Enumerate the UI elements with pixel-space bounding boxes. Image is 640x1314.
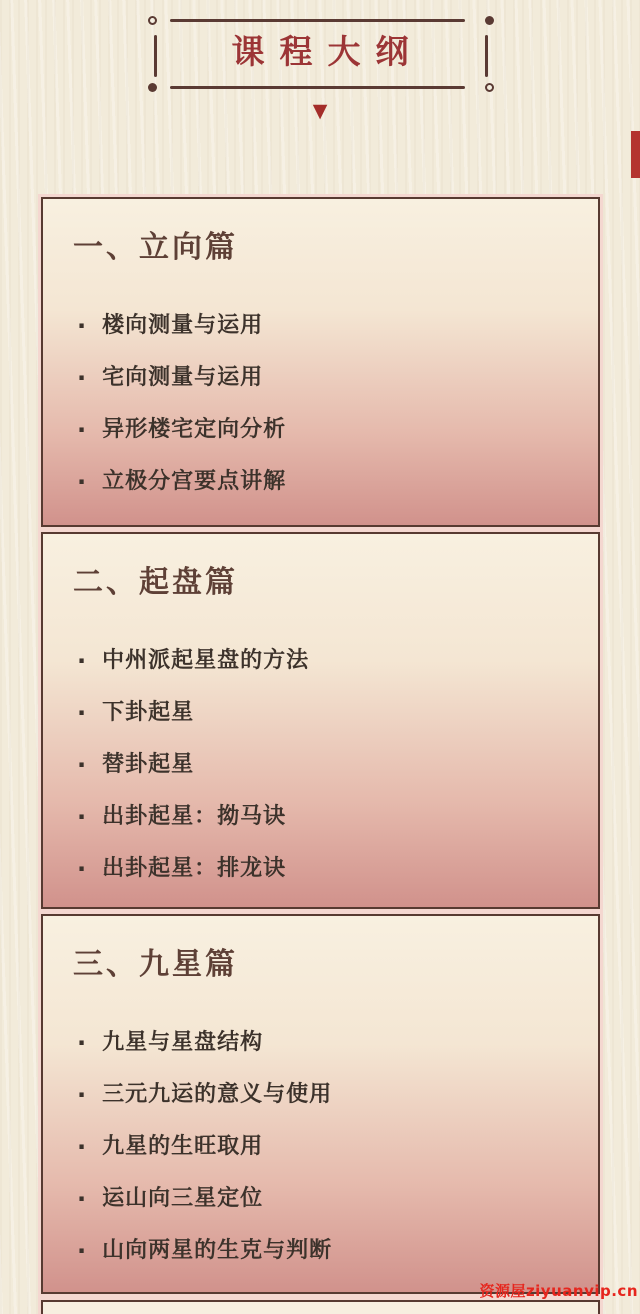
course-item: [77, 1030, 578, 1056]
filled-dot-icon: [485, 16, 494, 25]
section-card: [41, 914, 600, 1294]
header-frame: [145, 14, 495, 92]
bullet-icon: ·: [77, 1029, 88, 1057]
course-item: [77, 804, 578, 830]
next-section-stub: [41, 1300, 600, 1314]
bullet-icon: ·: [77, 1133, 88, 1161]
hollow-dot-icon: [148, 16, 157, 25]
course-item-label: 山向两星的生克与判断: [102, 1238, 333, 1263]
course-item-label: 出卦起星：拗马诀: [102, 804, 287, 829]
hollow-dot-icon: [485, 83, 494, 92]
course-item: [77, 365, 578, 391]
bullet-icon: ·: [77, 699, 88, 727]
bullet-icon: ·: [77, 751, 88, 779]
filled-dot-icon: [148, 83, 157, 92]
section-card: [41, 532, 600, 909]
course-item-label: 九星的生旺取用: [102, 1134, 264, 1159]
bullet-icon: ·: [77, 364, 88, 392]
course-item-label: 下卦起星: [102, 700, 195, 725]
course-item: [77, 648, 578, 674]
course-item-label: 替卦起星: [102, 752, 195, 777]
watermark: 资源屋ziyuanvip.cn: [479, 1282, 638, 1300]
section-title: 二、起盘篇: [73, 565, 238, 600]
bullet-icon: ·: [77, 855, 88, 883]
bullet-icon: ·: [77, 1185, 88, 1213]
right-vertical-bar: [485, 35, 488, 77]
bullet-icon: ·: [77, 312, 88, 340]
course-item-label: 九星与星盘结构: [102, 1030, 264, 1055]
course-item: [77, 1082, 578, 1108]
section-title: 三、九星篇: [73, 947, 238, 982]
sections-list: [41, 197, 600, 1314]
course-item-label: 出卦起星：排龙诀: [102, 856, 287, 881]
header-bottom-rule: [170, 86, 465, 89]
header-top-rule: [170, 19, 465, 22]
course-item-label: 异形楼宅定向分析: [102, 417, 287, 442]
bullet-icon: ·: [77, 647, 88, 675]
bullet-icon: ·: [77, 1081, 88, 1109]
section-items: [73, 1030, 578, 1264]
section-items: [73, 313, 578, 495]
bullet-icon: ·: [77, 468, 88, 496]
course-item-label: 立极分宫要点讲解: [102, 469, 287, 494]
bullet-icon: ·: [77, 416, 88, 444]
course-item: [77, 1186, 578, 1212]
course-item-label: 楼向测量与运用: [102, 313, 264, 338]
course-item: [77, 1134, 578, 1160]
course-item-label: 运山向三星定位: [102, 1186, 264, 1211]
course-item: [77, 417, 578, 443]
bullet-icon: ·: [77, 1237, 88, 1265]
section-card: [41, 197, 600, 527]
red-edge-bar: [631, 131, 640, 178]
section-items: [73, 648, 578, 882]
course-item: [77, 1238, 578, 1264]
page-title: 课程大纲: [231, 32, 424, 71]
course-item: [77, 700, 578, 726]
course-item: [77, 752, 578, 778]
course-item-label: 三元九运的意义与使用: [102, 1082, 333, 1107]
course-item: [77, 469, 578, 495]
course-item-label: 宅向测量与运用: [102, 365, 264, 390]
course-item: [77, 856, 578, 882]
section-title: 一、立向篇: [73, 230, 238, 265]
course-item-label: 中州派起星盘的方法: [102, 648, 310, 673]
course-outline-poster: [0, 14, 640, 1300]
course-item: [77, 313, 578, 339]
bullet-icon: ·: [77, 803, 88, 831]
down-triangle-icon: ▼: [312, 100, 328, 122]
